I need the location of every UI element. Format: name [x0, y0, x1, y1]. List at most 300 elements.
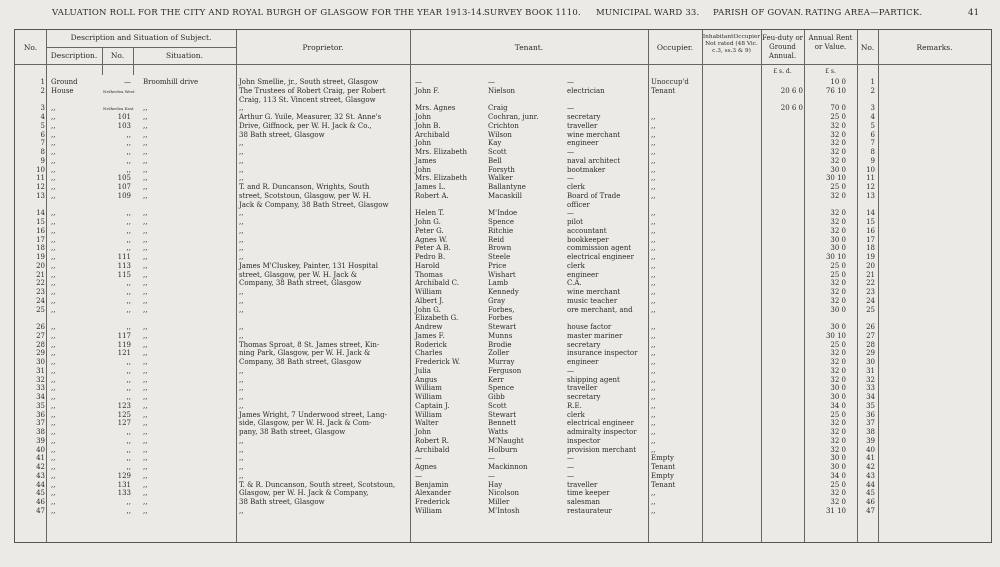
cell-tl: Craig	[488, 104, 508, 113]
cell-prop: John Smellie, jr., South street, Glasgow	[239, 78, 379, 86]
cell-sit: ,,	[143, 235, 148, 244]
cell-n2: 47	[866, 506, 875, 515]
cell-n2: 23	[866, 288, 875, 296]
cell-tf: John G.	[415, 218, 441, 226]
cell-n: 11	[36, 174, 45, 183]
cell-desc: ,,	[51, 130, 56, 139]
cell-tf: William	[415, 506, 442, 515]
survey-book: SURVEY BOOK 1110.	[484, 8, 581, 18]
cell-desc: ,,	[51, 244, 56, 253]
cell-desc: ,,	[51, 174, 56, 183]
cell-n: 42	[36, 463, 45, 471]
cell-sit: ,,	[143, 454, 148, 463]
cell-rent: 25 0	[830, 480, 846, 489]
cell-tf: William	[415, 288, 442, 296]
table-row	[15, 464, 991, 472]
cell-sit: ,,	[143, 384, 148, 393]
cell-num: ,,	[126, 296, 131, 305]
cell-sit: ,,	[143, 489, 148, 498]
cell-occ: electrical engineer	[567, 253, 634, 261]
municipal-ward: MUNICIPAL WARD 33.	[596, 8, 700, 18]
cell-ten_occ: ,,	[651, 261, 656, 270]
cell-ten_occ: ,,	[651, 393, 656, 401]
cell-n: 8	[40, 148, 45, 156]
cell-prop: ,,	[239, 218, 244, 226]
cell-rent: 32 0	[830, 489, 846, 498]
cell-rent: 32 0	[830, 139, 846, 148]
cell-n: 13	[36, 191, 45, 200]
cell-n: 4	[40, 113, 45, 121]
cell-tl: —	[488, 78, 495, 86]
cell-sit: ,,	[143, 480, 148, 489]
header-occupier: Occupier.	[656, 43, 694, 52]
cell-prop: Company, 38 Bath street, Glasgow	[239, 358, 362, 366]
cell-prop: 38 Bath street, Glasgow	[239, 498, 325, 506]
cell-num: ,,	[126, 305, 131, 314]
cell-desc: ,,	[51, 148, 56, 156]
cell-n: 9	[40, 156, 45, 165]
cell-ten_occ: ,,	[651, 148, 656, 156]
table-row	[15, 158, 991, 166]
cell-sit: ,,	[143, 410, 148, 419]
cell-sit: ,,	[143, 279, 148, 288]
cell-tf: Benjamin	[415, 480, 449, 489]
cell-num: 119	[117, 340, 131, 349]
cell-sit: ,,	[143, 261, 148, 270]
cell-tf: Mrs. Elizabeth	[415, 174, 467, 183]
table-row	[15, 210, 991, 218]
cell-ten_occ: ,,	[651, 270, 656, 279]
cell-rent: 32 0	[830, 419, 846, 428]
cell-num: 105	[117, 174, 131, 183]
cell-tl: Holburn	[488, 445, 518, 454]
cell-prop: ,,	[239, 331, 244, 340]
table-row	[15, 420, 991, 428]
cell-num: 125	[117, 410, 131, 419]
cell-occ: wine merchant	[567, 130, 621, 139]
table-row	[15, 394, 991, 402]
cell-n2: 3	[870, 104, 875, 113]
cell-desc: ,,	[51, 375, 56, 384]
table-row	[15, 368, 991, 376]
cell-tl: Forbes,	[488, 305, 515, 314]
table-row	[15, 254, 991, 262]
cell-n: 25	[36, 305, 45, 314]
cell-prop: street, Scotstoun, Glasgow, per W. H.	[239, 191, 371, 200]
cell-prop: street, Glasgow, per W. H. Jack &	[239, 270, 357, 279]
cell-desc: ,,	[51, 358, 56, 366]
cell-occ: secretary	[567, 393, 601, 401]
cell-occ: secretary	[567, 113, 601, 121]
cell-ten_occ: ,,	[651, 358, 656, 366]
cell-ten_occ: ,,	[651, 375, 656, 384]
cell-sit: ,,	[143, 358, 148, 366]
cell-prop: James M'Cluskey, Painter, 131 Hospital	[239, 261, 378, 270]
cell-rent: 30 0	[830, 244, 846, 253]
valuation-table	[14, 29, 992, 543]
cell-prop: ,,	[239, 148, 244, 156]
table-row	[15, 455, 991, 463]
cell-n: 3	[40, 104, 45, 113]
cell-tl: Gray	[488, 296, 506, 305]
cell-desc: ,,	[51, 331, 56, 340]
cell-tf: James F.	[415, 331, 445, 340]
cell-rent: 32 0	[830, 148, 846, 156]
cell-tl: Brodie	[488, 340, 512, 349]
cell-sit: ,,	[143, 331, 148, 340]
cell-num: ,,	[126, 323, 131, 331]
cell-desc: ,,	[51, 279, 56, 288]
cell-num: 113	[117, 261, 131, 270]
table-row	[15, 237, 991, 245]
cell-prop: 38 Bath street, Glasgow	[239, 130, 325, 139]
cell-desc: ,,	[51, 436, 56, 445]
cell-ten_occ: ,,	[651, 296, 656, 305]
cell-ten_occ: ,,	[651, 305, 656, 314]
cell-tl: M'Intosh	[488, 506, 520, 515]
cell-n2: 26	[866, 323, 875, 331]
cell-rent: 30 0	[830, 393, 846, 401]
cell-desc: ,,	[51, 401, 56, 410]
cell-tl: Watts	[488, 428, 508, 436]
cell-tl: Kerr	[488, 375, 504, 384]
table-row	[15, 473, 991, 481]
cell-tl: Scott	[488, 148, 507, 156]
cell-num: 107	[117, 183, 131, 191]
cell-tl: Ritchie	[488, 226, 514, 235]
cell-occ: house factor	[567, 323, 612, 331]
cell-n2: 19	[866, 253, 875, 261]
cell-n2: 27	[866, 331, 875, 340]
cell-prop: James Wright, 7 Underwood street, Lang-	[239, 410, 387, 419]
table-row	[15, 447, 991, 455]
table-row	[15, 97, 991, 105]
cell-ten_occ: Tenant	[651, 480, 676, 489]
cell-prop: ,,	[239, 454, 244, 463]
cell-tf: Helen T.	[415, 209, 445, 218]
cell-prop: ,,	[239, 323, 244, 331]
table-row	[15, 114, 991, 122]
cell-ten_occ: ,,	[651, 226, 656, 235]
cell-num: 133	[117, 489, 131, 498]
cell-occ: electrician	[567, 86, 605, 95]
cell-occ: naval architect	[567, 156, 621, 165]
table-row	[15, 228, 991, 236]
cell-rent: 30 0	[830, 323, 846, 331]
cell-n2: 28	[866, 340, 875, 349]
cell-n: 47	[36, 506, 45, 515]
cell-n: 40	[36, 445, 45, 454]
cell-n2: 6	[870, 130, 875, 139]
cell-desc: ,,	[51, 471, 56, 480]
cell-ten_occ: ,,	[651, 253, 656, 261]
cell-occ: R.E.	[567, 401, 582, 410]
cell-rent: 32 0	[830, 498, 846, 506]
header-lsd: £ s. d.	[773, 68, 792, 75]
cell-desc: ,,	[51, 323, 56, 331]
cell-n: 36	[36, 410, 45, 419]
cell-n: 14	[36, 209, 45, 218]
cell-num: ,,	[126, 358, 131, 366]
header-feu-duty: Feu-duty or Ground Annual.	[761, 34, 804, 60]
cell-num: ,,	[126, 288, 131, 296]
cell-sit: ,,	[143, 296, 148, 305]
cell-tf: John	[415, 139, 432, 148]
cell-tl: Zoller	[488, 349, 510, 358]
cell-n2: 15	[866, 218, 875, 226]
cell-tl: Murray	[488, 358, 515, 366]
cell-prop: ,,	[239, 288, 244, 296]
cell-ten_occ: ,,	[651, 436, 656, 445]
cell-occ: Board of Trade	[567, 191, 621, 200]
cell-ten_occ: ,,	[651, 366, 656, 375]
cell-ten_occ: ,,	[651, 349, 656, 358]
cell-desc: ,,	[51, 104, 56, 113]
cell-sit: ,,	[143, 270, 148, 279]
cell-ten_occ: ,,	[651, 165, 656, 174]
cell-n2: 36	[866, 410, 875, 419]
cell-occ: commission agent	[567, 244, 632, 253]
cell-prop: ,,	[239, 471, 244, 480]
cell-n: 43	[36, 471, 45, 480]
cell-rent: 32 0	[830, 156, 846, 165]
cell-tl: Miller	[488, 498, 510, 506]
cell-n: 30	[36, 358, 45, 366]
table-row	[15, 245, 991, 253]
cell-sit: ,,	[143, 393, 148, 401]
cell-num: ,,	[126, 130, 131, 139]
cell-tl: Stewart	[488, 323, 517, 331]
cell-sit: ,,	[143, 174, 148, 183]
table-row	[15, 105, 991, 113]
cell-desc: House	[51, 86, 74, 95]
table-row	[15, 123, 991, 131]
cell-rent: 32 0	[830, 445, 846, 454]
cell-tf: Albert J.	[415, 296, 444, 305]
cell-n: 18	[36, 244, 45, 253]
cell-ten_occ: ,,	[651, 489, 656, 498]
cell-desc: Ground	[51, 78, 78, 86]
cell-prop: ,,	[239, 366, 244, 375]
cell-tl: —	[488, 471, 495, 480]
table-row	[15, 403, 991, 411]
cell-tl: M'Indoe	[488, 209, 518, 218]
cell-num: 129	[117, 471, 131, 480]
cell-n2: 12	[866, 183, 875, 191]
cell-tf: William	[415, 410, 442, 419]
cell-occ: engineer	[567, 139, 599, 148]
page-number: 41	[968, 8, 980, 18]
cell-sit: ,,	[143, 445, 148, 454]
cell-n2: 5	[870, 121, 875, 130]
table-row	[15, 202, 991, 210]
cell-desc: ,,	[51, 393, 56, 401]
table-row	[15, 342, 991, 350]
cell-occ: traveller	[567, 121, 598, 130]
cell-occ: officer	[567, 200, 590, 209]
cell-ten_occ: ,,	[651, 419, 656, 428]
cell-sit: ,,	[143, 130, 148, 139]
table-row	[15, 280, 991, 288]
cell-occ: —	[567, 463, 574, 471]
table-row	[15, 490, 991, 498]
cell-tf: Frederick	[415, 498, 450, 506]
cell-rent: 31 10	[825, 506, 846, 515]
cell-desc: ,,	[51, 489, 56, 498]
table-row	[15, 324, 991, 332]
table-row	[15, 359, 991, 367]
cell-sit: ,,	[143, 148, 148, 156]
table-row	[15, 132, 991, 140]
cell-n2: 38	[866, 428, 875, 436]
rating-area: RATING AREA—PARTICK.	[805, 8, 923, 18]
table-row	[15, 429, 991, 437]
cell-desc: ,,	[51, 305, 56, 314]
cell-tl: Wishart	[488, 270, 516, 279]
cell-rent: 25 0	[830, 270, 846, 279]
cell-occ: bootmaker	[567, 165, 606, 174]
cell-num: 127	[117, 419, 131, 428]
cell-rent: 30 0	[830, 384, 846, 393]
cell-rent: 32 0	[830, 226, 846, 235]
cell-tf: Agnes W.	[415, 235, 448, 244]
cell-desc: ,,	[51, 226, 56, 235]
cell-n: 37	[36, 419, 45, 428]
cell-tl: Forsyth	[488, 165, 515, 174]
cell-num: ,,	[126, 393, 131, 401]
header-no: No.	[23, 43, 38, 52]
cell-sit: ,,	[143, 471, 148, 480]
cell-tf: Frederick W.	[415, 358, 461, 366]
cell-sit: ,,	[143, 226, 148, 235]
cell-num: Netherlea East	[103, 106, 134, 112]
cell-feu: 20 6 0	[780, 86, 803, 95]
cell-prop: side, Glasgow, per W. H. Jack & Com-	[239, 419, 372, 428]
cell-n2: 37	[866, 419, 875, 428]
cell-num: ,,	[126, 156, 131, 165]
parish: PARISH OF GOVAN.	[713, 8, 804, 18]
cell-occ: wine merchant	[567, 288, 621, 296]
cell-sit: ,,	[143, 436, 148, 445]
cell-n2: 16	[866, 226, 875, 235]
cell-tf: Archibald	[415, 445, 450, 454]
cell-n: 19	[36, 253, 45, 261]
cell-desc: ,,	[51, 498, 56, 506]
cell-tf: John	[415, 113, 432, 121]
cell-prop: ,,	[239, 463, 244, 471]
cell-tf: Archibald C.	[415, 279, 459, 288]
cell-tl: Brown	[488, 244, 512, 253]
cell-prop: Glasgow, per W. H. Jack & Company,	[239, 489, 369, 498]
cell-tf: Roderick	[415, 340, 447, 349]
cell-desc: ,,	[51, 209, 56, 218]
cell-occ: —	[567, 104, 574, 113]
cell-tf: Archibald	[415, 130, 450, 139]
cell-desc: ,,	[51, 288, 56, 296]
table-row	[15, 482, 991, 490]
cell-n2: 45	[866, 489, 875, 498]
cell-desc: ,,	[51, 113, 56, 121]
cell-ten_occ: ,,	[651, 384, 656, 393]
table-row	[15, 307, 991, 315]
cell-ten_occ: ,,	[651, 323, 656, 331]
cell-num: ,,	[126, 139, 131, 148]
cell-tl: Reid	[488, 235, 505, 244]
cell-tl: Mackinnon	[488, 463, 528, 471]
cell-sit: ,,	[143, 419, 148, 428]
cell-num: 123	[117, 401, 131, 410]
cell-rent: 25 0	[830, 261, 846, 270]
cell-occ: provision merchant	[567, 445, 637, 454]
cell-n: 45	[36, 489, 45, 498]
cell-sit: ,,	[143, 401, 148, 410]
cell-desc: ,,	[51, 428, 56, 436]
cell-desc: ,,	[51, 480, 56, 489]
cell-prop: ,,	[239, 104, 244, 113]
cell-tf: Robert A.	[415, 191, 449, 200]
cell-rent: 34 0	[830, 401, 846, 410]
cell-prop: ,,	[239, 226, 244, 235]
cell-tf: William	[415, 393, 442, 401]
cell-occ: clerk	[567, 261, 585, 270]
cell-ten_occ: ,,	[651, 244, 656, 253]
cell-occ: —	[567, 148, 574, 156]
cell-occ: —	[567, 366, 574, 375]
cell-tf: Harold	[415, 261, 440, 270]
cell-occ: shipping agent	[567, 375, 620, 384]
cell-num: 115	[117, 270, 131, 279]
cell-num: 103	[117, 121, 131, 130]
cell-num: ,,	[126, 445, 131, 454]
cell-prop: ,,	[239, 436, 244, 445]
cell-n2: 18	[866, 244, 875, 253]
cell-desc: ,,	[51, 410, 56, 419]
cell-occ: engineer	[567, 358, 599, 366]
cell-tl: Munns	[488, 331, 513, 340]
cell-prop: Jack & Company, 38 Bath Street, Glasgow	[239, 200, 389, 209]
cell-n: 38	[36, 428, 45, 436]
cell-prop: ,,	[239, 393, 244, 401]
cell-tl: —	[488, 454, 495, 463]
cell-tf: Peter A B.	[415, 244, 451, 253]
cell-rent: 30 0	[830, 454, 846, 463]
table-row	[15, 140, 991, 148]
cell-ten_occ: Empty	[651, 471, 674, 480]
cell-num: —	[124, 78, 131, 86]
cell-num: ,,	[126, 428, 131, 436]
cell-n: 1	[40, 78, 45, 86]
cell-n: 15	[36, 218, 45, 226]
table-row	[15, 184, 991, 192]
cell-n: 6	[40, 130, 45, 139]
cell-sit: ,,	[143, 340, 148, 349]
cell-n: 32	[36, 375, 45, 384]
cell-n: 20	[36, 261, 45, 270]
table-row	[15, 333, 991, 341]
cell-tl: Cochran, junr.	[488, 113, 539, 121]
cell-n2: 21	[866, 270, 875, 279]
cell-desc: ,,	[51, 419, 56, 428]
cell-rent: 10 0	[830, 78, 846, 86]
table-row	[15, 263, 991, 271]
cell-occ: pilot	[567, 218, 583, 226]
cell-tf: Agnes	[415, 463, 437, 471]
cell-num: 121	[117, 349, 131, 358]
cell-prop: ,,	[239, 244, 244, 253]
header-proprietor: Proprietor.	[302, 43, 344, 52]
cell-desc: ,,	[51, 121, 56, 130]
cell-occ: master mariner	[567, 331, 623, 340]
